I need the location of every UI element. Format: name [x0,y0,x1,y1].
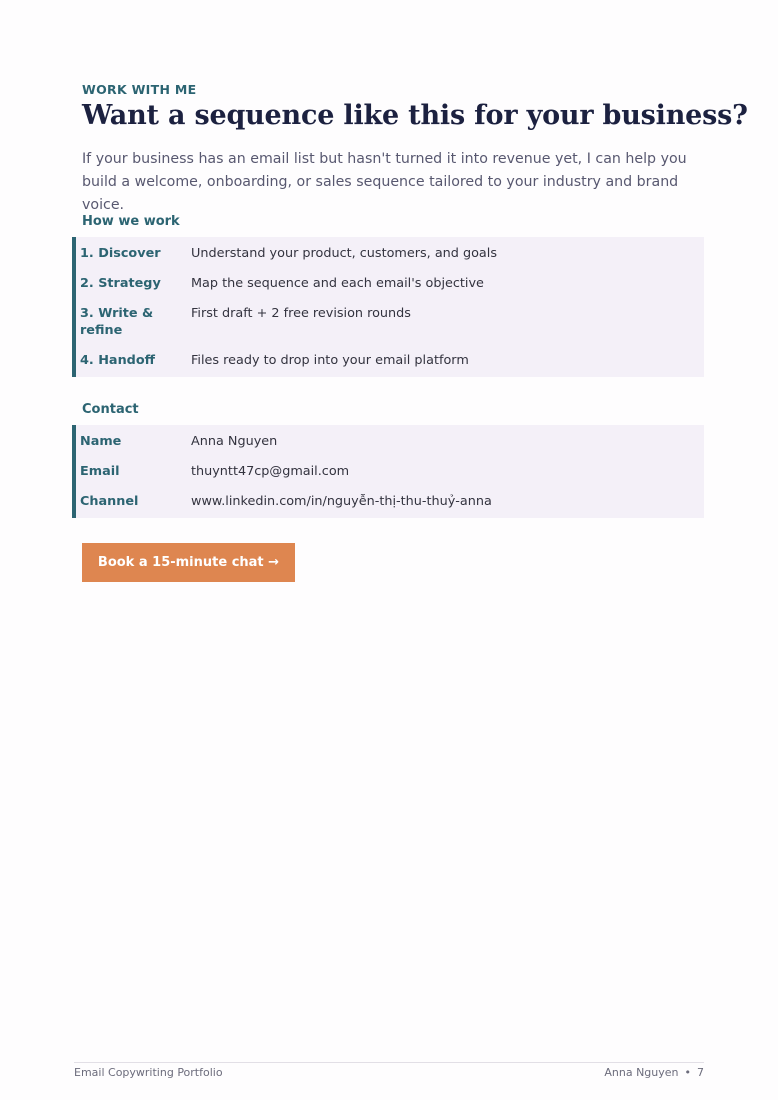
process-step-value: First draft + 2 free revision rounds [191,306,411,321]
intro-paragraph: If your business has an email list but hasn't turned it into revenue yet, I can help you build a welcome, onboarding, or sales sequence tailored to your industry and brand voice. [82,151,687,213]
contact-panel [72,425,704,518]
footer-document-title: Email Copywriting Portfolio [74,1066,223,1079]
process-step-row [76,305,411,339]
process-step-key: 1. Discover [80,246,161,261]
contact-row [76,433,277,450]
contact-name-value: Anna Nguyen [191,434,278,449]
eyebrow-label: WORK WITH ME [82,82,197,97]
contact-key: Channel [80,494,139,509]
footer-separator: • [684,1066,691,1079]
process-step-value: Understand your product, customers, and goals [191,246,497,261]
contact-channel-link[interactable]: www.linkedin.com/in/nguyễn-thị-thu-thuỷ-anna [191,494,492,509]
process-step-row [76,245,497,262]
process-step-value: Map the sequence and each email's objective [191,276,484,291]
page-title: Want a sequence like this for your business? [82,100,748,131]
process-step-row [76,352,469,369]
contact-row [76,493,492,510]
footer-author: Anna Nguyen [604,1066,679,1079]
footer-page-info [604,1066,704,1079]
process-step-key: 3. Write & refine [80,306,154,338]
footer-page-number: 7 [697,1066,704,1079]
page-footer [74,1062,704,1079]
process-step-row [76,275,484,292]
process-step-key: 2. Strategy [80,276,161,291]
process-section-label: How we work [82,214,180,229]
contact-email-value[interactable]: thuyntt47cp@gmail.com [191,464,350,479]
contact-key: Email [80,464,120,479]
book-chat-button[interactable]: Book a 15-minute chat → [82,543,295,582]
contact-section-label: Contact [82,402,139,417]
process-panel [72,237,704,377]
process-step-key: 4. Handoff [80,353,155,368]
process-step-value: Files ready to drop into your email platform [191,353,469,368]
contact-key: Name [80,434,122,449]
contact-row [76,463,349,480]
